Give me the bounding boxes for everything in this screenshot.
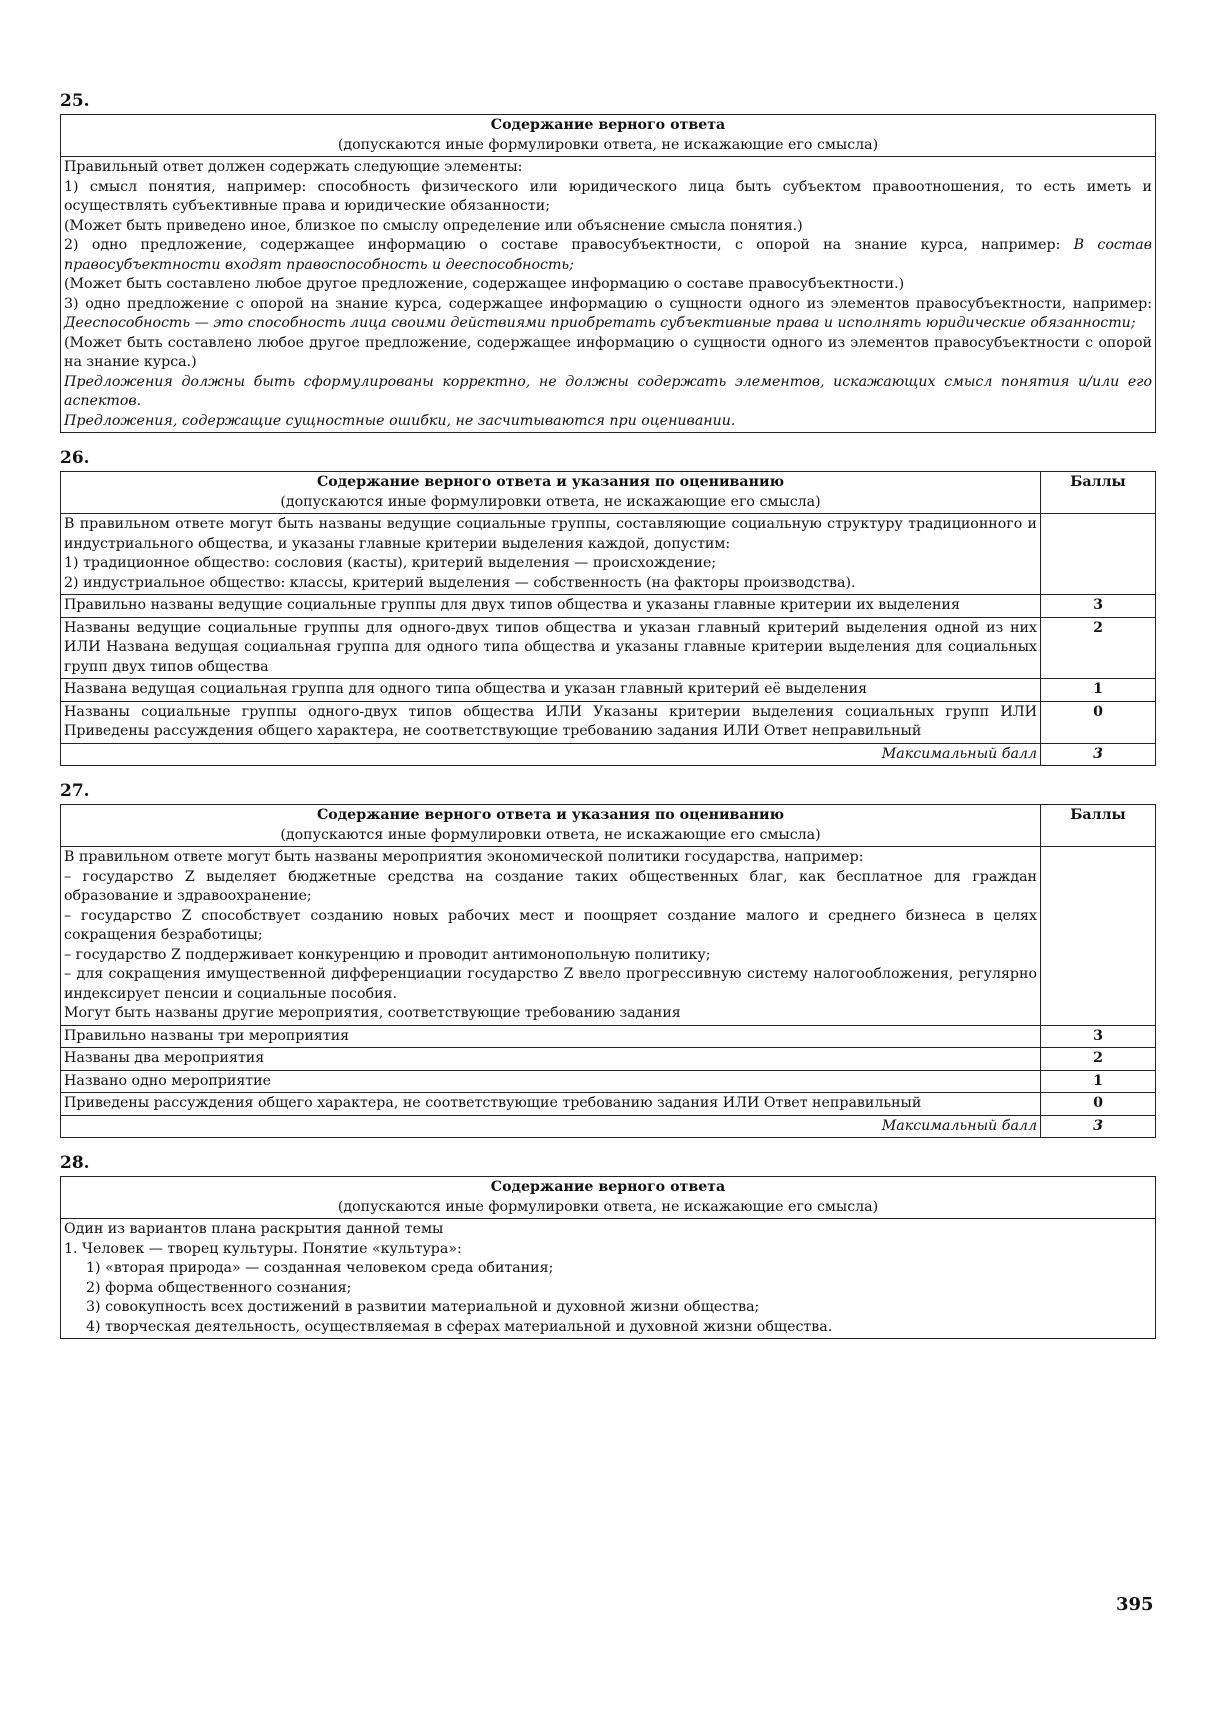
table-row <box>61 1025 1156 1048</box>
answer-key-page <box>60 88 1156 1351</box>
q26-max-points: 3 <box>1041 743 1156 766</box>
q26-line: В правильном ответе могут быть названы ведущие социальные группы, составляющие социальную структуру традиционного и индустриального общества, и указаны главные критерии выделения каждой, допустим: <box>64 516 1037 552</box>
q27-line: – государство Z выделяет бюджетные средства на создание таких общественных благ, как бесплатное для граждан образование и здравоохранение; <box>64 868 1037 904</box>
q27-points: 0 <box>1041 1093 1156 1116</box>
question-28-table <box>60 1176 1156 1339</box>
q27-max-points: 3 <box>1041 1115 1156 1138</box>
q27-points: 3 <box>1041 1025 1156 1048</box>
table-row <box>61 701 1156 743</box>
q27-points: 1 <box>1041 1070 1156 1093</box>
q27-line: – для сокращения имущественной дифференциации государство Z ввело прогрессивную систему налогообложения, регулярно индексирует пенсии и социальные пособия. <box>64 966 1037 1002</box>
q27-header <box>61 805 1041 847</box>
q25-line: 1) смысл понятия, например: способность физического или юридического лица быть субъектом правоотношения, то есть иметь и осуществлять субъективные права и юридические обязанности; <box>64 178 1152 214</box>
q27-criterion: Названо одно мероприятие <box>61 1070 1041 1093</box>
q28-line: Один из вариантов плана раскрытия данной темы <box>64 1221 444 1237</box>
q25-line <box>64 236 1152 275</box>
q26-header-subtitle: (допускаются иные формулировки ответа, не искажающие его смысла) <box>280 493 821 510</box>
q26-points: 3 <box>1041 595 1156 618</box>
q26-points: 2 <box>1041 617 1156 679</box>
q25-header <box>61 115 1156 157</box>
q25-note: Предложения, содержащие сущностные ошибки, не засчитываются при оценивании. <box>64 412 736 429</box>
q28-header <box>61 1177 1156 1219</box>
q27-criterion: Приведены рассуждения общего характера, не соответствующие требованию задания ИЛИ Ответ неправильный <box>61 1093 1041 1116</box>
table-row <box>61 743 1156 766</box>
q27-line: – государство Z поддерживает конкуренцию и проводит антимонопольную политику; <box>64 946 711 963</box>
q25-line: (Может быть приведено иное, близкое по смыслу определение или объяснение смысла понятия.) <box>64 217 803 234</box>
q26-line: 2) индустриальное общество: классы, критерий выделения — собственность (на факторы производства). <box>64 574 856 591</box>
question-28-number: 28. <box>60 1153 90 1173</box>
question-26-table <box>60 471 1156 766</box>
question-26-number: 26. <box>60 448 90 468</box>
q27-criterion: Названы два мероприятия <box>61 1048 1041 1071</box>
q27-line: – государство Z способствует созданию новых рабочих мест и поощряет создание малого и среднего бизнеса в целях сокращения безработицы; <box>64 907 1037 943</box>
table-row <box>61 617 1156 679</box>
table-row <box>61 1115 1156 1138</box>
q26-points-empty <box>1041 514 1156 595</box>
q26-header <box>61 472 1041 514</box>
q27-points-empty <box>1041 847 1156 1026</box>
q26-points-header: Баллы <box>1041 472 1156 514</box>
table-row <box>61 595 1156 618</box>
q28-content <box>61 1219 1156 1339</box>
q27-header-subtitle: (допускаются иные формулировки ответа, не искажающие его смысла) <box>280 826 821 843</box>
q27-points: 2 <box>1041 1048 1156 1071</box>
q28-header-title: Содержание верного ответа <box>490 1179 726 1195</box>
q28-header-subtitle: (допускаются иные формулировки ответа, не искажающие его смысла) <box>337 1198 879 1215</box>
q25-header-subtitle: (допускаются иные формулировки ответа, не искажающие его смысла) <box>337 136 879 153</box>
table-row <box>61 1048 1156 1071</box>
q28-subline: 2) форма общественного сознания; <box>86 1279 352 1296</box>
question-25-table <box>60 114 1156 433</box>
q25-line6-example: Дееспособность — это способность лица своими действиями приобретать субъективные права и исполнять юридические обязанности; <box>64 315 1136 331</box>
q26-points: 1 <box>1041 679 1156 702</box>
q26-header-title: Содержание верного ответа и указания по оцениванию <box>316 474 785 490</box>
q25-header-title: Содержание верного ответа <box>490 117 726 133</box>
q26-points: 0 <box>1041 701 1156 743</box>
q27-max-label: Максимальный балл <box>61 1115 1041 1138</box>
q25-note: Предложения должны быть сформулированы корректно, не должны содержать элементов, искажающих смысл понятия и/или его аспектов. <box>64 373 1152 409</box>
q28-line: 1. Человек — творец культуры. Понятие «культура»: <box>64 1240 462 1257</box>
q26-criterion: Названы ведущие социальные группы для одного-двух типов общества и указан главный критерий выделения одной из них ИЛИ Названа ведущая социальная группа для одного типа общества и указаны главные критерии выделения для социальных групп двух типов общества <box>61 617 1041 679</box>
q25-content <box>61 157 1156 433</box>
table-row <box>61 1093 1156 1116</box>
q26-line: 1) традиционное общество: сословия (касты), критерий выделения — происхождение; <box>64 555 717 571</box>
q26-content <box>61 514 1041 595</box>
q27-header-title: Содержание верного ответа и указания по оцениванию <box>316 807 785 823</box>
page-number: 395 <box>1116 1594 1154 1615</box>
q25-line: (Может быть составлено любое другое предложение, содержащее информацию о сущности одного из элементов правосубъектности с опорой на знание курса.) <box>64 334 1152 370</box>
q26-criterion: Названа ведущая социальная группа для одного типа общества и указан главный критерий её выделения <box>61 679 1041 702</box>
q27-line: В правильном ответе могут быть названы мероприятия экономической политики государства, например: <box>64 849 864 865</box>
table-row <box>61 1070 1156 1093</box>
q27-points-header: Баллы <box>1041 805 1156 847</box>
q25-line4-text: 2) одно предложение, содержащее информацию о составе правосубъектности, с опорой на знание курса, например: <box>64 237 1074 253</box>
q25-line4-example: В состав правосубъектности входят правоспособность и дееспособность; <box>64 237 1152 273</box>
q26-max-label: Максимальный балл <box>61 743 1041 766</box>
q25-line: Правильный ответ должен содержать следующие элементы: <box>64 159 523 175</box>
q26-criterion: Названы социальные группы одного-двух типов общества ИЛИ Указаны критерии выделения социальных групп ИЛИ Приведены рассуждения общего характера, не соответствующие требованию задания ИЛИ Ответ неправильный <box>61 701 1041 743</box>
q26-criterion: Правильно названы ведущие социальные группы для двух типов общества и указаны главные критерии их выделения <box>61 595 1041 618</box>
question-25-number: 25. <box>60 91 90 111</box>
q27-criterion: Правильно названы три мероприятия <box>61 1025 1041 1048</box>
q25-line6-text: 3) одно предложение с опорой на знание курса, содержащее информацию о сущности одного из элементов правосубъектности, например: <box>64 295 1152 312</box>
q27-content <box>61 847 1041 1026</box>
q28-subline: 1) «вторая природа» — созданная человеком среда обитания; <box>86 1260 554 1276</box>
question-27-table <box>60 804 1156 1138</box>
q28-subline: 3) совокупность всех достижений в развитии материальной и духовной жизни общества; <box>86 1299 760 1315</box>
q25-line <box>64 295 1152 334</box>
table-row <box>61 679 1156 702</box>
q27-line: Могут быть названы другие мероприятия, соответствующие требованию задания <box>64 1005 681 1021</box>
q28-subline: 4) творческая деятельность, осуществляемая в сферах материальной и духовной жизни общества. <box>86 1318 833 1335</box>
question-27-number: 27. <box>60 781 90 801</box>
q25-line: (Может быть составлено любое другое предложение, содержащее информацию о составе правосубъектности.) <box>64 276 905 292</box>
